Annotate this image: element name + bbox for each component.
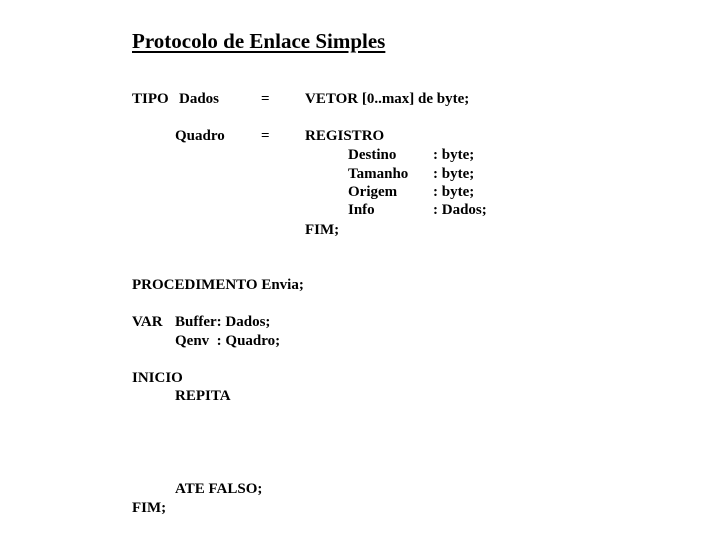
equals-sign-quadro: = (261, 128, 270, 144)
repita-keyword: REPITA (175, 388, 231, 404)
procedure-header: PROCEDIMENTO Envia; (132, 277, 304, 293)
type-def-registro: REGISTRO (305, 128, 385, 144)
ate-keyword: ATE FALSO; (175, 481, 263, 497)
type-def-dados: VETOR [0..max] de byte; (305, 91, 470, 107)
field-type-destino: : byte; (433, 147, 475, 163)
type-name-quadro: Quadro (175, 128, 225, 144)
fim-keyword: FIM; (132, 500, 167, 516)
var-buffer: Buffer: Dados; (175, 314, 271, 330)
var-qenv: Qenv : Quadro; (175, 333, 281, 349)
type-name-dados: Dados (179, 91, 220, 107)
inicio-keyword: INICIO (132, 370, 183, 386)
field-type-info: : Dados; (433, 202, 487, 218)
field-type-origem: : byte; (433, 184, 475, 200)
field-name-destino: Destino (348, 147, 397, 163)
field-name-info: Info (348, 202, 375, 218)
registro-end: FIM; (305, 222, 340, 238)
field-type-tamanho: : byte; (433, 166, 475, 182)
var-keyword: VAR (132, 314, 163, 330)
page-title: Protocolo de Enlace Simples (132, 29, 386, 53)
field-name-origem: Origem (348, 184, 398, 200)
equals-sign-dados: = (261, 91, 270, 107)
field-name-tamanho: Tamanho (348, 166, 409, 182)
tipo-keyword: TIPO (132, 91, 169, 107)
